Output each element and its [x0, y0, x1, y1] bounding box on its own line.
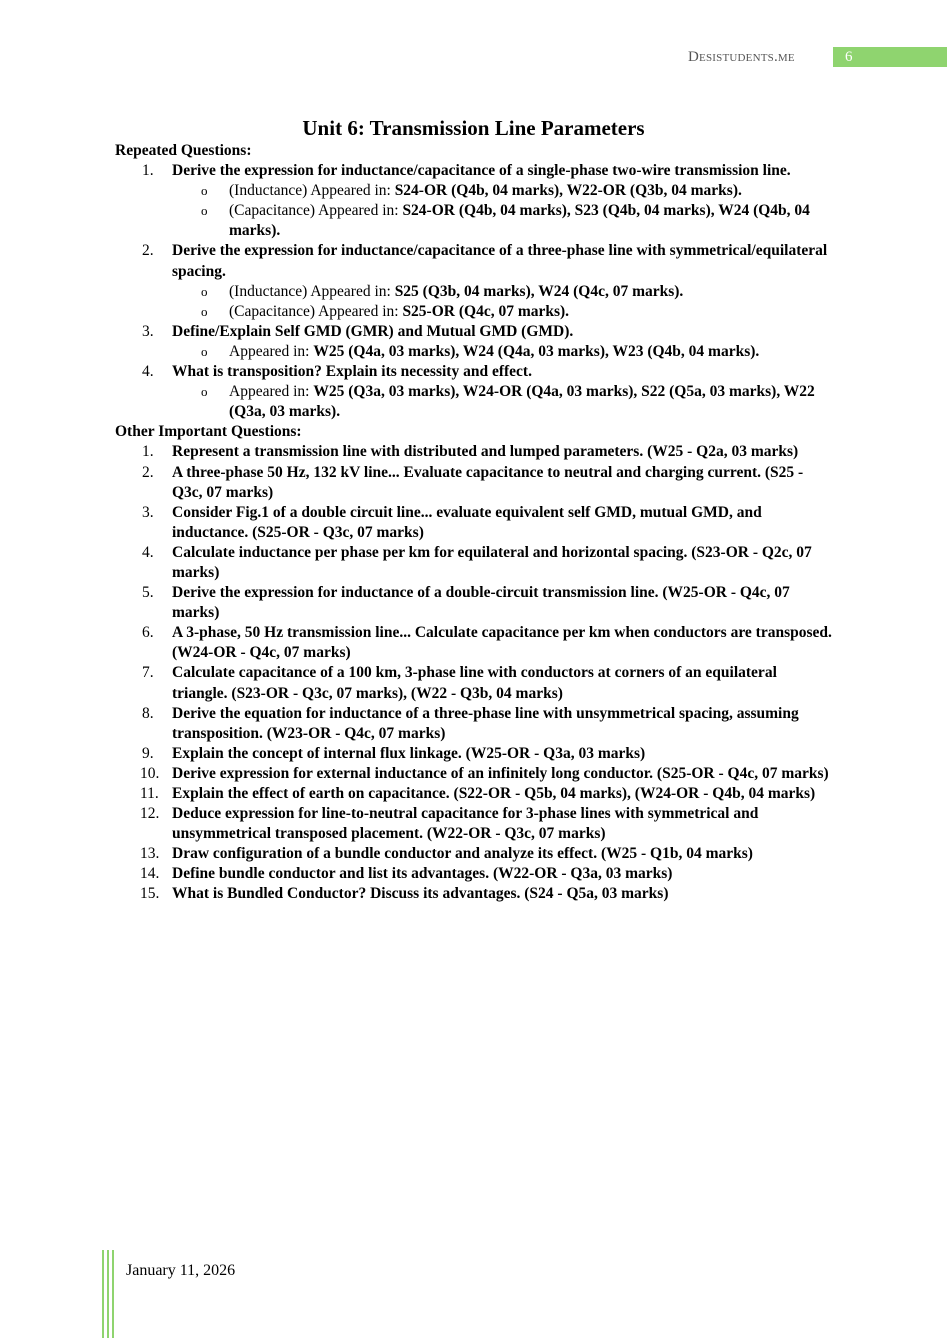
question-number: 11.: [140, 785, 159, 802]
appearance-prefix: (Capacitance) Appeared in:: [229, 202, 403, 220]
appearance-prefix: Appeared in:: [229, 342, 314, 360]
bullet-icon: o: [201, 283, 208, 299]
appearance-item: [115, 181, 835, 201]
other-question: [115, 503, 835, 543]
question-text: Derive the expression for inductance/capacitance of a single-phase two-wire transmission line.: [172, 162, 791, 180]
question-number: 4.: [142, 363, 154, 381]
other-question: [115, 442, 835, 462]
question-text: Deduce expression for line-to-neutral capacitance for 3-phase lines with symmetrical and unsymmetrical transposed placement. (W22-OR - Q3c, 07 marks): [172, 805, 759, 843]
repeated-question: [115, 362, 835, 382]
repeated-questions-list: [115, 161, 835, 422]
question-text: Derive the equation for inductance of a three-phase line with unsymmetrical spacing, assuming transposition. (W23-OR - Q4c, 07 marks): [172, 704, 799, 742]
repeated-questions-heading: Repeated Questions:: [115, 142, 252, 159]
other-question: [115, 784, 835, 804]
footer-line: [102, 1250, 104, 1338]
other-question: [115, 804, 835, 844]
appearance-refs: S24-OR (Q4b, 04 marks), W22-OR (Q3b, 04 marks).: [394, 182, 742, 200]
repeated-question: [115, 322, 835, 342]
question-number: 3.: [142, 322, 154, 340]
appearance-item: [115, 382, 835, 422]
bullet-icon: o: [201, 183, 208, 199]
question-number: 1.: [142, 162, 154, 180]
bullet-icon: o: [201, 384, 208, 400]
question-text: Calculate capacitance of a 100 km, 3-phase line with conductors at corners of an equilateral triangle. (S23-OR - Q3c, 07 marks), (W22 - Q3b, 04 marks): [172, 664, 777, 702]
appearance-refs: S25-OR (Q4c, 07 marks).: [402, 302, 570, 320]
appearance-prefix: Appeared in:: [229, 383, 314, 401]
question-text: Represent a transmission line with distributed and lumped parameters. (W25 - Q2a, 03 marks): [172, 443, 799, 461]
appearance-item: [115, 342, 835, 362]
bullet-icon: o: [201, 303, 208, 319]
question-text: A three-phase 50 Hz, 132 kV line... Evaluate capacitance to neutral and charging current. (S25 - Q3c, 07 marks): [172, 463, 804, 501]
question-text: Define bundle conductor and list its advantages. (W22-OR - Q3a, 03 marks): [172, 865, 673, 883]
other-questions-list: [115, 442, 835, 904]
other-question: [115, 844, 835, 864]
question-text: Derive the expression for inductance of a double-circuit transmission line. (W25-OR - Q4c, 07 marks): [172, 584, 790, 622]
question-number: 2.: [142, 463, 154, 481]
other-question: [115, 663, 835, 703]
other-question: [115, 764, 835, 784]
page-number-badge: [833, 47, 947, 67]
other-question: [115, 543, 835, 583]
question-number: 10.: [140, 764, 160, 782]
question-text: Consider Fig.1 of a double circuit line... evaluate equivalent self GMD, mutual GMD, and inductance. (S25-OR - Q3c, 07 marks): [172, 503, 762, 541]
question-text: Explain the concept of internal flux linkage. (W25-OR - Q3a, 03 marks): [172, 744, 646, 762]
appearance-item: [115, 302, 835, 322]
question-text: Derive expression for external inductance of an infinitely long conductor. (S25-OR - Q4c, 07 marks): [172, 764, 829, 782]
question-number: 15.: [140, 885, 160, 903]
other-question: [115, 704, 835, 744]
appearance-prefix: (Inductance) Appeared in:: [229, 182, 395, 200]
bullet-icon: o: [201, 343, 208, 359]
other-question: [115, 583, 835, 623]
question-text: A 3-phase, 50 Hz transmission line... Calculate capacitance per km when conductors are transposed. (W24-OR - Q4c, 07 marks): [172, 624, 832, 662]
page-number: 6: [845, 49, 853, 65]
footer-line: [107, 1250, 109, 1338]
question-text: Derive the expression for inductance/capacitance of a three-phase line with symmetrical/equilateral spacing.: [172, 242, 828, 280]
question-number: 12.: [140, 805, 160, 823]
repeated-question: [115, 241, 835, 281]
footer-decoration: [102, 1250, 114, 1338]
other-question: [115, 884, 835, 904]
appearance-prefix: (Inductance) Appeared in:: [229, 282, 395, 300]
appearance-refs: W25 (Q4a, 03 marks), W24 (Q4a, 03 marks), W23 (Q4b, 04 marks).: [313, 342, 760, 360]
other-question: [115, 463, 835, 503]
question-number: 2.: [142, 242, 154, 260]
other-question: [115, 623, 835, 663]
site-name: Desistudents.me: [688, 49, 795, 65]
question-number: 5.: [142, 584, 154, 602]
question-text: What is transposition? Explain its necessity and effect.: [172, 363, 532, 381]
document-body: [115, 141, 835, 905]
question-text: Explain the effect of earth on capacitance. (S22-OR - Q5b, 04 marks), (W24-OR - Q4b, 04 marks): [172, 785, 816, 802]
question-number: 3.: [142, 503, 154, 521]
question-number: 1.: [142, 443, 154, 461]
question-number: 8.: [142, 704, 154, 722]
appearance-refs: S24-OR (Q4b, 04 marks), S23 (Q4b, 04 marks), W24 (Q4b, 04 marks).: [229, 202, 810, 240]
question-number: 9.: [142, 744, 154, 762]
footer-line: [112, 1250, 114, 1338]
question-text: Calculate inductance per phase per km for equilateral and horizontal spacing. (S23-OR - Q2c, 07 marks): [172, 543, 812, 581]
appearance-item: [115, 201, 835, 241]
bullet-icon: o: [201, 203, 208, 219]
appearance-prefix: (Capacitance) Appeared in:: [229, 302, 403, 320]
appearance-refs: W25 (Q3a, 03 marks), W24-OR (Q4a, 03 marks), S22 (Q5a, 03 marks), W22 (Q3a, 03 marks).: [229, 383, 815, 421]
question-number: 4.: [142, 543, 154, 561]
question-number: 13.: [140, 845, 160, 863]
question-number: 6.: [142, 624, 154, 642]
other-question: [115, 744, 835, 764]
page-title: Unit 6: Transmission Line Parameters: [302, 116, 645, 140]
repeated-question: [115, 161, 835, 181]
question-number: 14.: [140, 865, 160, 883]
appearance-item: [115, 282, 835, 302]
question-text: Define/Explain Self GMD (GMR) and Mutual GMD (GMD).: [172, 322, 574, 340]
footer-date: January 11, 2026: [126, 1262, 236, 1279]
question-text: Draw configuration of a bundle conductor and analyze its effect. (W25 - Q1b, 04 marks): [172, 845, 753, 863]
question-text: What is Bundled Conductor? Discuss its advantages. (S24 - Q5a, 03 marks): [172, 885, 669, 903]
other-questions-heading: Other Important Questions:: [115, 423, 302, 441]
appearance-refs: S25 (Q3b, 04 marks), W24 (Q4c, 07 marks).: [394, 282, 684, 300]
other-question: [115, 864, 835, 884]
question-number: 7.: [142, 664, 154, 682]
